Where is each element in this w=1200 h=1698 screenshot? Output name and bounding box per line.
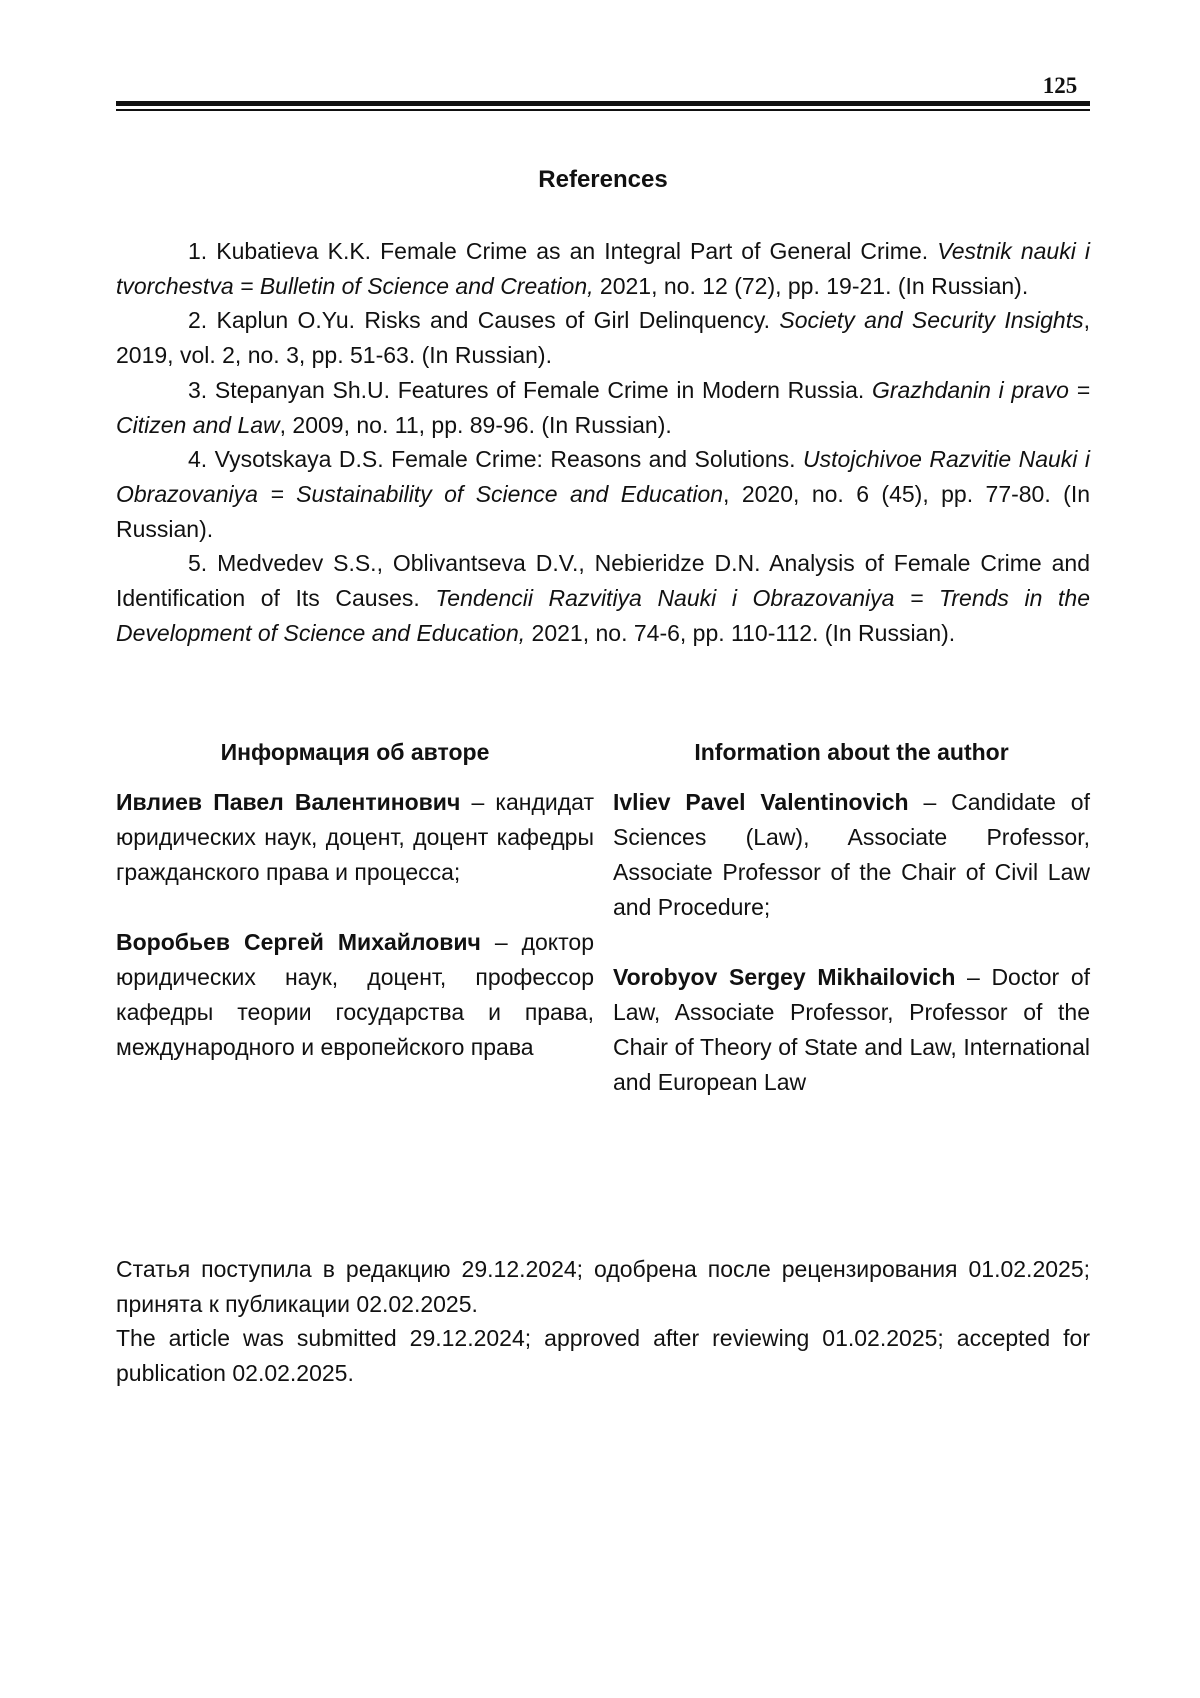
author-info-en-heading: Information about the author [694, 739, 1009, 765]
author-info-ru-heading: Информация об авторе [220, 739, 490, 765]
author-ru-2 [116, 925, 594, 1065]
reference-lead: 2. Kaplun O.Yu. Risks and Causes of Girl Delinquency. [188, 307, 780, 334]
author-name: Ivliev Pavel Valentinovich [613, 789, 909, 815]
author-details: – доктор юридических наук, доцент, профессор кафедры теории государства и права, международного и европейского права [116, 929, 594, 1060]
author-details: – Candidate of Sciences (Law), Associate Professor, Associate Professor of the Chair of Civil Law and Procedure; [613, 789, 1090, 920]
reference-item-5 [116, 546, 1090, 650]
reference-lead: 5. Medvedev S.S., Oblivantseva D.V., Nebieridze D.N. Analysis of Female Crime and Identification of Its Causes. [116, 550, 1090, 612]
reference-journal: Vestnik nauki i tvorchestva = Bulletin of Science and Creation, [116, 238, 1090, 299]
author-info-ru-column [116, 739, 594, 1065]
references-heading: References [538, 166, 668, 193]
reference-lead: 3. Stepanyan Sh.U. Features of Female Crime in Modern Russia. [188, 376, 872, 403]
reference-journal: Grazhdanin i pravo = Citizen and Law [116, 376, 1090, 438]
reference-lead: 4. Vysotskaya D.S. Female Crime: Reasons and Solutions. [188, 446, 803, 473]
reference-tail: 2021, no. 74-6, pp. 110-112. (In Russian). [525, 619, 956, 646]
reference-tail: , 2009, no. 11, pp. 89-96. (In Russian). [279, 411, 672, 438]
author-name: Ивлиев Павел Валентинович [116, 789, 461, 815]
author-name: Воробьев Сергей Михайлович [116, 929, 481, 955]
reference-item-4 [116, 442, 1090, 546]
author-name: Vorobyov Sergey Mikhailovich [613, 964, 956, 990]
article-dates [116, 1252, 1090, 1390]
reference-tail: , 2020, no. 6 (45), pp. 77-80. (In Russian). [116, 480, 1090, 542]
author-details: – Doctor of Law, Associate Professor, Professor of the Chair of Theory of State and Law, International and European Law [613, 964, 1090, 1095]
reference-item-3 [116, 373, 1090, 442]
author-info-en-column [613, 739, 1090, 1100]
reference-item-2 [116, 303, 1090, 372]
page-number: 125 [1042, 73, 1078, 98]
reference-item-1 [116, 234, 1090, 303]
header-rule-thin [116, 109, 1090, 111]
reference-tail: 2021, no. 12 (72), pp. 19-21. (In Russian). [593, 272, 1029, 299]
reference-lead: 1. Kubatieva K.K. Female Crime as an Integral Part of General Crime. [188, 238, 938, 264]
author-en-1 [613, 785, 1090, 925]
reference-tail: , 2019, vol. 2, no. 3, pp. 51-63. (In Russian). [116, 307, 1090, 369]
reference-journal: Tendencii Razvitiya Nauki i Obrazovaniya = Trends in the Development of Science and Education, [116, 585, 1090, 646]
author-details: – кандидат юридических наук, доцент, доцент кафедры гражданского права и процесса; [116, 789, 594, 885]
reference-journal: Ustojchivoe Razvitie Nauki i Obrazovaniya = Sustainability of Science and Education [116, 446, 1090, 507]
article-dates-ru: Статья поступила в редакцию 29.12.2024; одобрена после рецензирования 01.02.2025; принята к публикации 02.02.2025. [116, 1256, 1090, 1317]
references-list [116, 234, 1090, 650]
author-en-2 [613, 960, 1090, 1100]
reference-journal: Society and Security Insights [779, 307, 1084, 334]
article-dates-en: The article was submitted 29.12.2024; approved after reviewing 01.02.2025; accepted for publication 02.02.2025. [116, 1325, 1090, 1386]
header-rule-thick [116, 101, 1090, 106]
author-ru-1 [116, 785, 594, 890]
